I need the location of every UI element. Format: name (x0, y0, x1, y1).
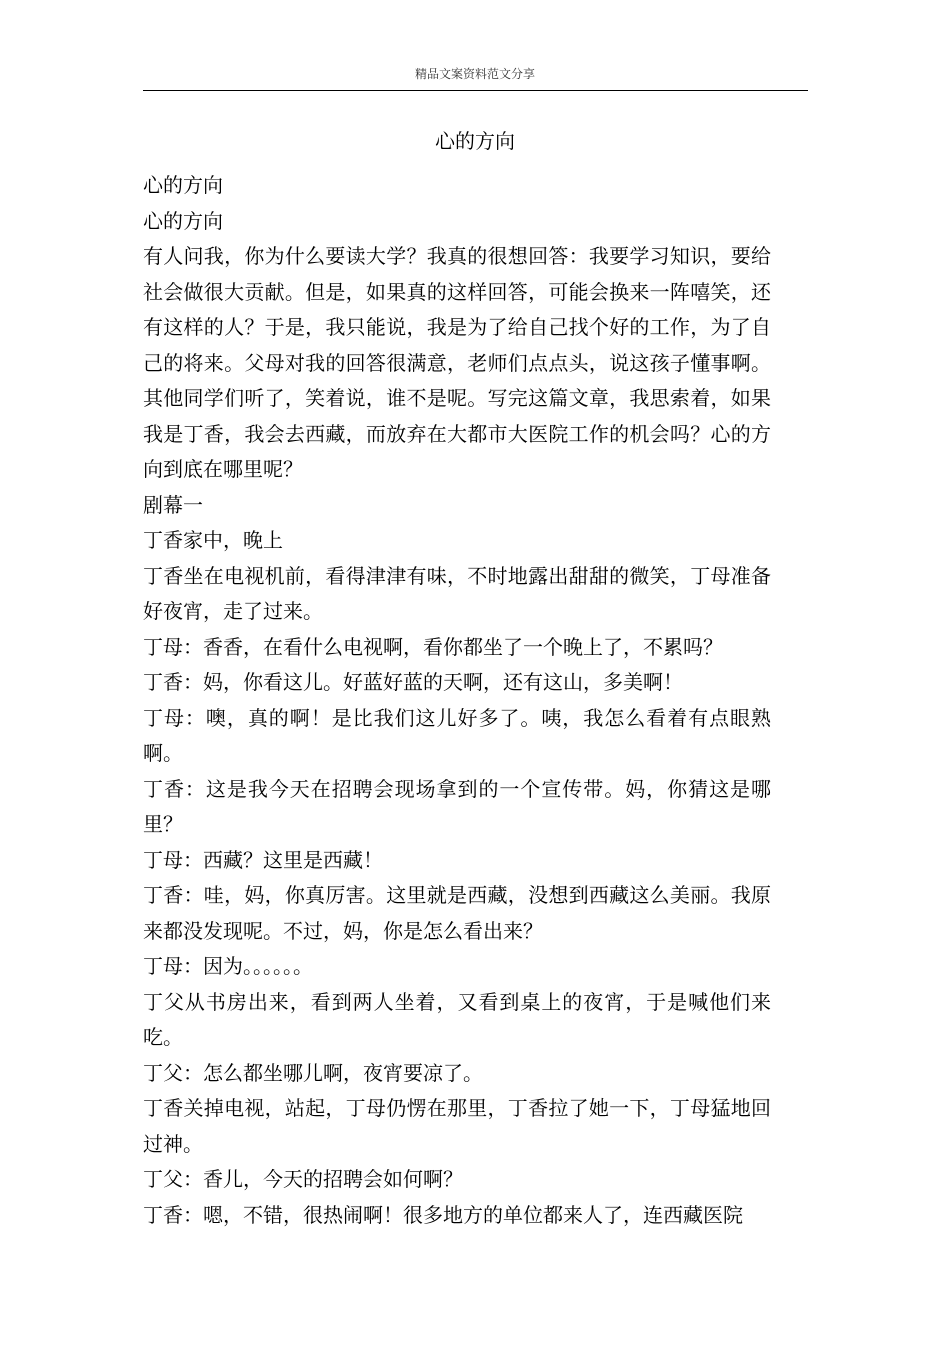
paragraph: 心的方向 (143, 208, 223, 233)
paragraph: 丁香关掉电视，站起，丁母仍愣在那里，丁香拉了她一下，丁母猛地回过神。 (143, 1096, 771, 1156)
paragraph: 丁父：香儿，今天的招聘会如何啊？ (143, 1167, 463, 1191)
paragraph: 丁父从书房出来，看到两人坐着，又看到桌上的夜宵，于是喊他们来吃。 (143, 989, 771, 1049)
paragraph: 丁母：因为。。。。。。 (143, 954, 313, 978)
document-body (143, 168, 771, 1233)
paragraph: 丁香坐在电视机前，看得津津有味，不时地露出甜甜的微笑，丁母准备好夜宵，走了过来。 (143, 563, 771, 623)
paragraph: 丁香：哇，妈，你真厉害。这里就是西藏，没想到西藏这么美丽。我原来都没发现呢。不过，妈，你是怎么看出来？ (143, 883, 771, 943)
header-divider (143, 90, 808, 91)
paragraph: 丁母：西藏？这里是西藏！ (143, 847, 383, 872)
paragraph: 剧幕一 (143, 492, 203, 517)
paragraph: 心的方向 (143, 173, 223, 197)
document-title: 心的方向 (435, 129, 515, 153)
page-header: 精品文案资料范文分享 (414, 67, 535, 81)
paragraph: 丁母：噢，真的啊！是比我们这儿好多了。咦，我怎么看着有点眼熟啊。 (143, 705, 771, 765)
paragraph: 丁香：这是我今天在招聘会现场拿到的一个宣传带。妈，你猜这是哪里？ (143, 776, 771, 836)
paragraph: 丁香：妈，你看这儿。好蓝好蓝的天啊，还有这山，多美啊！ (143, 670, 683, 694)
paragraph: 有人问我，你为什么要读大学？我真的很想回答：我要学习知识，要给社会做很大贡献。但是，如果真的这样回答，可能会换来一阵嘻笑，还有这样的人？于是，我只能说，我是为了给自己找个好的工作，为了自己的将来。父母对我的回答很满意，老师们点点头，说这孩子懂事啊。其他同学们听了，笑着说，谁不是呢。写完这篇文章，我思索着，如果我是丁香，我会去西藏，而放弃在大都市大医院工作的机会吗？心的方向到底在哪里呢？ (143, 244, 771, 481)
paragraph: 丁母：香香，在看什么电视啊，看你都坐了一个晚上了，不累吗？ (143, 634, 723, 659)
paragraph: 丁香家中，晚上 (143, 528, 283, 552)
paragraph: 丁父：怎么都坐哪儿啊，夜宵要凉了。 (143, 1060, 483, 1085)
paragraph: 丁香：嗯，不错，很热闹啊！很多地方的单位都来人了，连西藏医院 (143, 1202, 743, 1227)
